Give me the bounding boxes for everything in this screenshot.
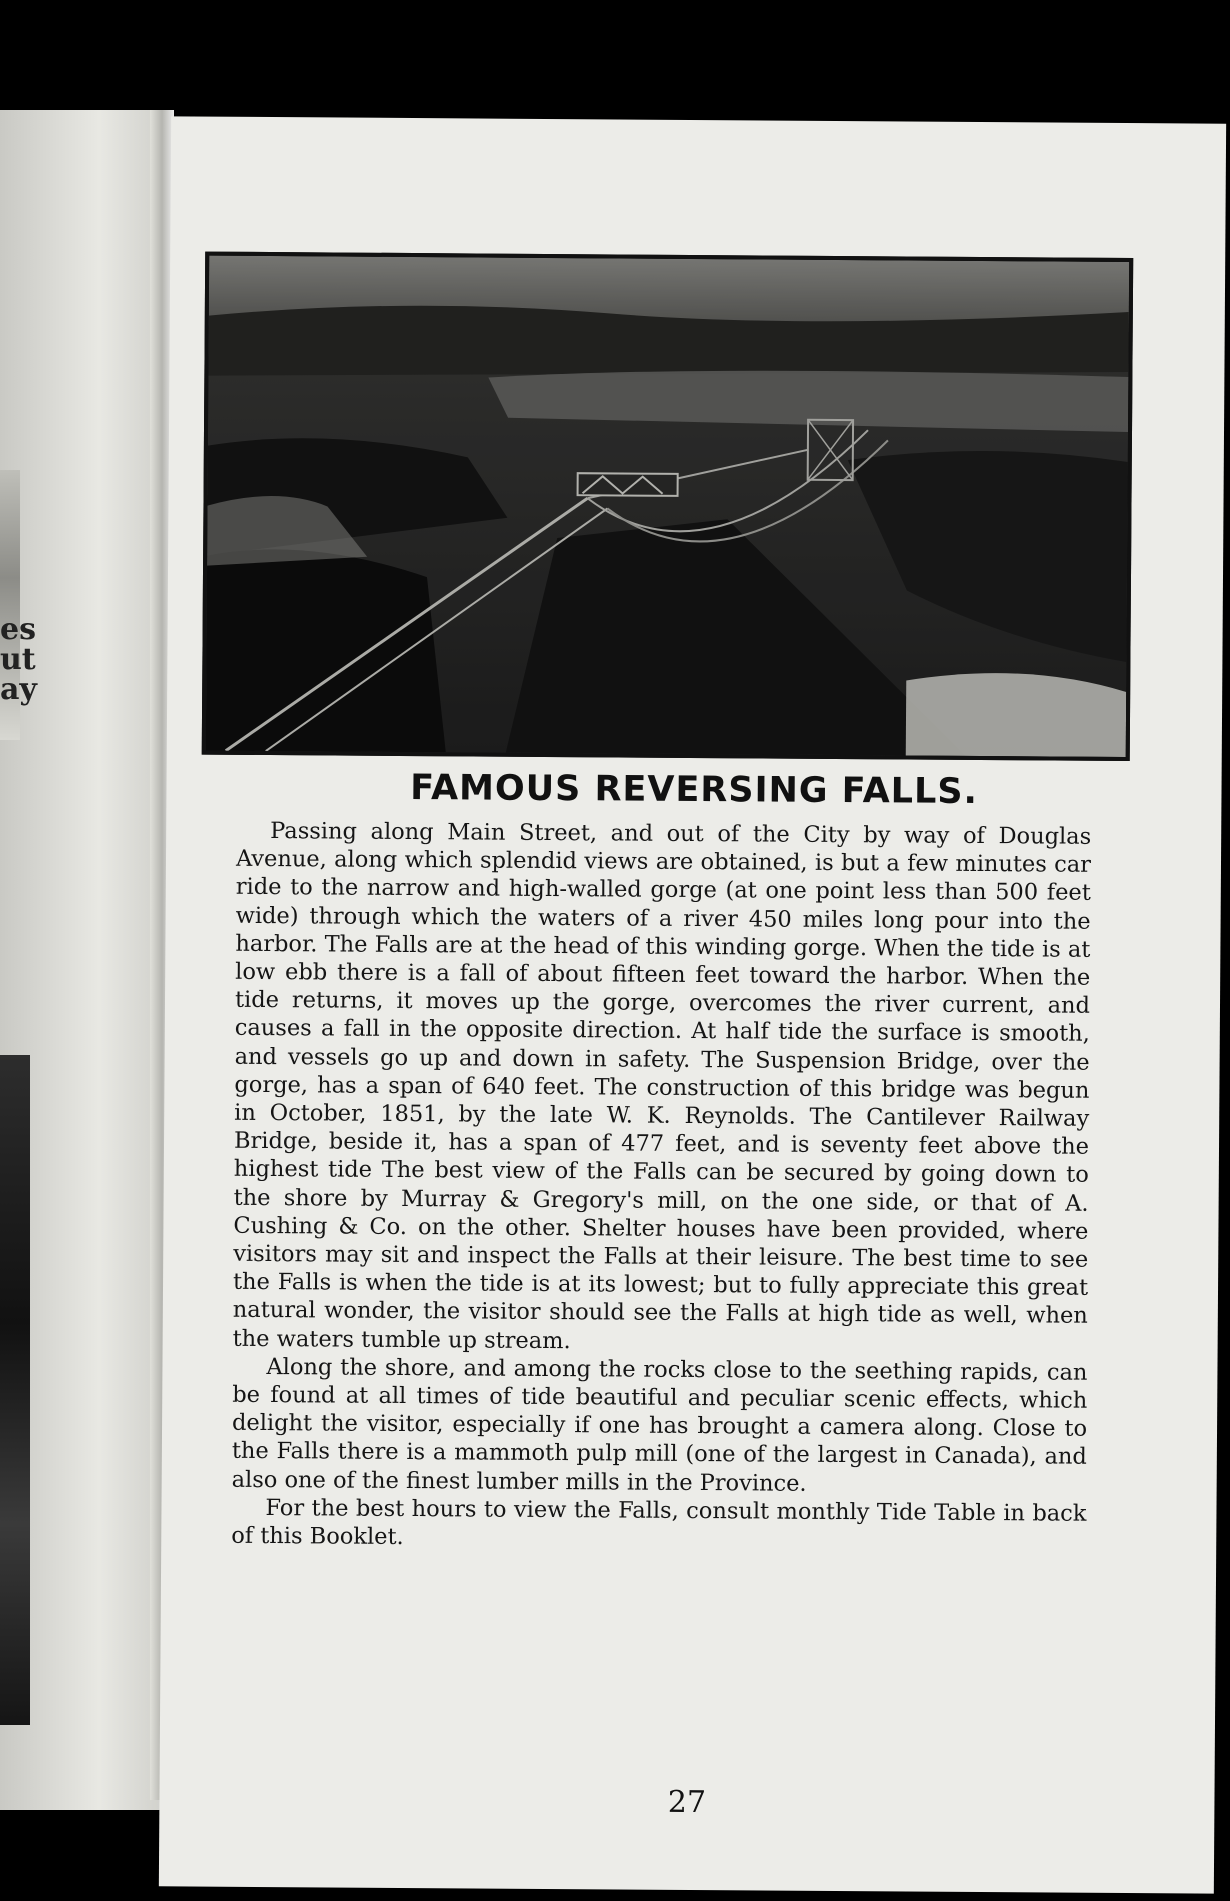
body-paragraph: Along the shore, and among the rocks close to the seething rapids, can be found at all times of tide beautiful and peculiar scenic effects, which delight the visitor, especially if one has brought a camera along. Close to the Falls there is a mammoth pulp mill (one of the largest in Canada), and also one of the finest lumber mills in the Province. (231, 1353, 1088, 1497)
bridge-photo-illustration (206, 256, 1129, 757)
left-page-fragment: ay (0, 672, 37, 707)
left-page-photo (0, 1055, 30, 1725)
booklet-page (159, 116, 1226, 1893)
left-page-fragment: ut (0, 642, 36, 677)
article-body (231, 817, 1091, 1556)
page-number: 27 (667, 1784, 707, 1821)
left-page-edge (0, 110, 165, 1810)
body-paragraph: Passing along Main Street, and out of the City by way of Douglas Avenue, along which splendid views are obtained, is but a few minutes car ride to the narrow and high-walled gorge (at one point less than 500 feet wide) through which the waters of a river 450 miles long pour into the harbor. The Falls are at the head of this winding gorge. When the tide is at low ebb there is a fall of about fifteen feet toward the harbor. When the tide returns, it moves up the gorge, overcomes the river current, and causes a fall in the opposite direction. At half tide the surface is smooth, and vessels go up and down in safety. The Suspension Bridge, over the gorge, has a span of 640 feet. The construction of this bridge was begun in October, 1851, by the late W. K. Reynolds. The Cantilever Railway Bridge, beside it, has a span of 477 feet, and is seventy feet above the highest tide The best view of the Falls can be secured by going down to the shore by Murray & Gregory's mill, on the one side, or that of A. Cushing & Co. on the other. Shelter houses have been provided, where visitors may sit and inspect the Falls at their leisure. The best time to see the Falls is when the tide is at its lowest; but to fully appreciate this great natural wonder, the visitor should see the Falls at high tide as well, when the waters tumble up stream. (232, 818, 1092, 1354)
reversing-falls-photo (202, 252, 1133, 761)
left-page-fragment: es (0, 612, 36, 647)
body-paragraph: For the best hours to view the Falls, consult monthly Tide Table in back of this Booklet. (231, 1494, 1087, 1551)
page-heading: FAMOUS REVERSING FALLS. (410, 768, 978, 812)
